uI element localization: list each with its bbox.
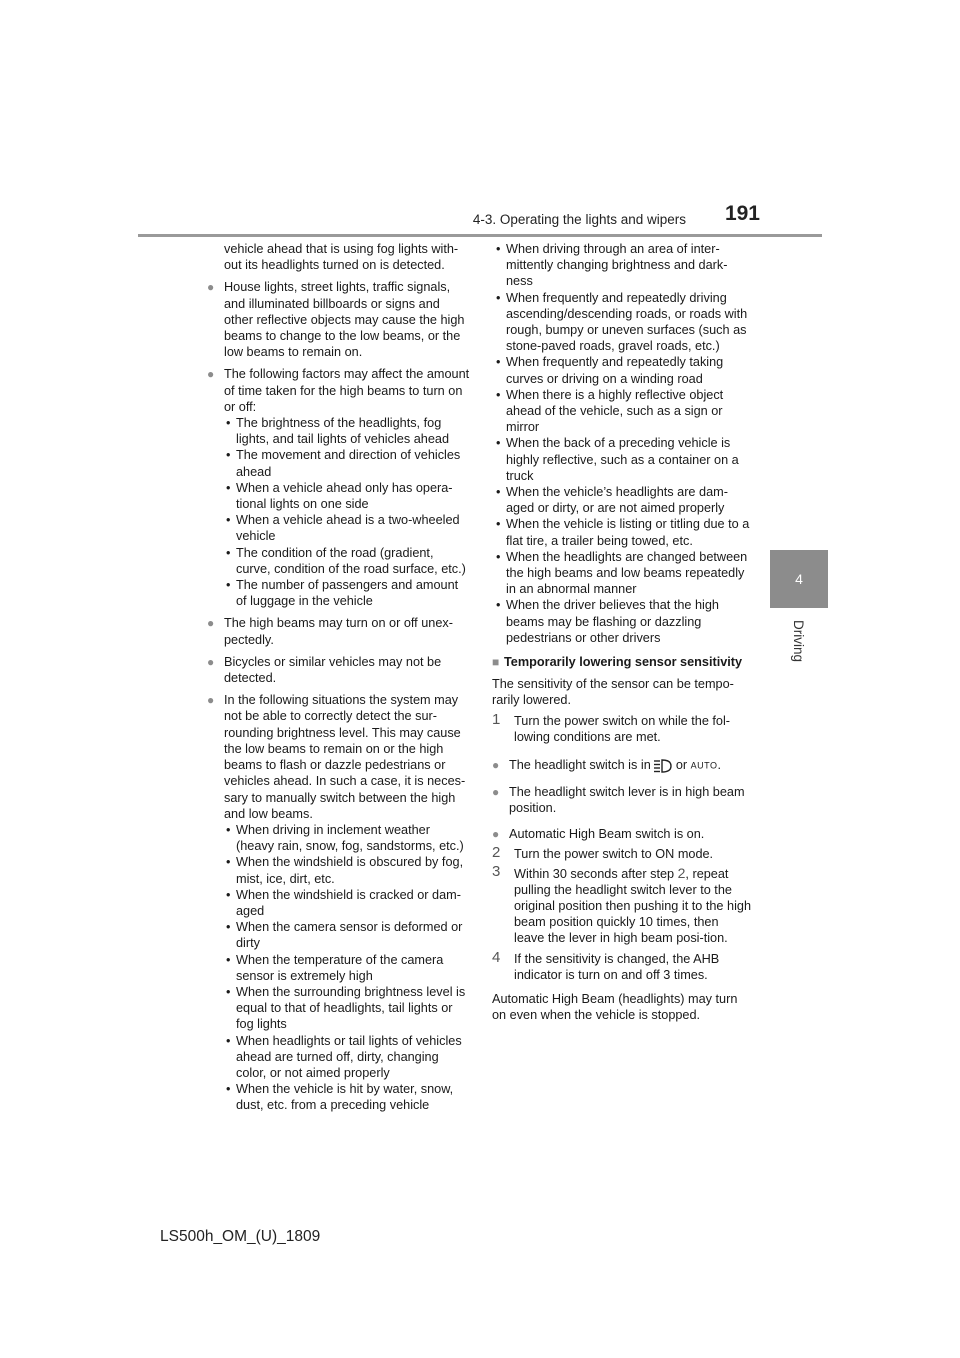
bullet-dot-icon: ● [207, 367, 215, 382]
bullet-item [207, 692, 470, 822]
bullet-dot-icon: ● [492, 758, 500, 773]
continued-paragraph: vehicle ahead that is using fog lights with-out its headlights turned on is detected. [224, 242, 459, 273]
list-item: • When the headlights are changed between the high beams and low beams repeatedly in an abnormal manner [496, 549, 748, 597]
left-column [207, 241, 470, 1120]
factor-list [207, 415, 470, 609]
condition-item: ● The headlight switch lever is in high beam position. [492, 784, 745, 816]
step-reference: 2 [677, 864, 686, 881]
step-number: 1 [492, 710, 501, 728]
bullet-item [207, 654, 470, 686]
step-number: 4 [492, 948, 501, 966]
step-2: 2 Turn the power switch to ON mode. [492, 844, 714, 862]
headlight-icon [654, 759, 672, 773]
bullet-dot-icon: ● [492, 827, 500, 842]
situation-list [207, 822, 470, 1114]
chapter-label: Driving [791, 620, 806, 663]
list-item: • The brightness of the headlights, fog lights, and tail lights of vehicles ahead [226, 416, 449, 447]
list-item: • When the surrounding brightness level is equal to that of headlights, tail lights or fog lights [226, 984, 466, 1032]
list-item: • When the windshield is cracked or dam-aged [226, 887, 461, 918]
list-item: • When driving through an area of inter-mittently changing brightness and dark-ness [496, 242, 728, 289]
closing-paragraph: Automatic High Beam (headlights) may turn on even when the vehicle is stopped. [492, 992, 738, 1023]
list-item: • When frequently and repeatedly taking curves or driving on a winding road [496, 355, 724, 386]
right-column [492, 241, 752, 1027]
list-item: • The number of passengers and amount of luggage in the vehicle [226, 578, 459, 609]
bullet-dot-icon: ● [207, 693, 215, 708]
list-item: • When a vehicle ahead is a two-wheeled vehicle [226, 513, 460, 544]
bullet-text: The following factors may affect the amount of time taken for the high beams to turn on or off: [224, 367, 470, 414]
list-item: • When the camera sensor is deformed or dirty [226, 920, 463, 951]
list-item: • When the vehicle’s headlights are dam-aged or dirty, or are not aimed properly [496, 485, 728, 516]
auto-icon: AUTO [690, 760, 718, 771]
list-item: • When the back of a preceding vehicle is highly reflective, such as a container on a truck [496, 436, 739, 483]
bullet-dot-icon: ● [207, 280, 215, 295]
list-item: • The condition of the road (gradient, curve, condition of the road surface, etc.) [226, 545, 466, 576]
list-item: • When there is a highly reflective object ahead of the vehicle, such as a sign or mirror [496, 387, 724, 435]
bullet-text: The high beams may turn on or off unex-pectedly. [224, 616, 453, 647]
chapter-tab: 4 [770, 550, 828, 608]
bullet-dot-icon: ● [207, 616, 215, 631]
list-item: • When the vehicle is hit by water, snow, dust, etc. from a preceding vehicle [226, 1082, 454, 1113]
condition-item: ● The headlight switch is in or AUTO. [492, 758, 721, 773]
list-item: • When a vehicle ahead only has opera-tional lights on one side [226, 480, 453, 512]
list-item: • When frequently and repeatedly driving ascending/descending roads, or roads with rough, bumpy or uneven surfaces (such as stone-paved roads, gravel roads, etc.) [496, 290, 748, 354]
list-item: • When the temperature of the camera sensor is extremely high [226, 952, 444, 983]
bullet-dot-icon: ● [207, 654, 215, 669]
bullet-text: In the following situations the system may not be able to correctly detect the sur-rounding brightness level. This may cause the low beams to remain on or the high beams to flash or dazzle pedestrians or vehicles ahead. In such a case, it is neces-sary to manually switch between the high and low beams. [224, 693, 466, 821]
step-1: 1 Turn the power switch on while the fol-lowing conditions are met. [492, 710, 731, 744]
page-number: 191 [724, 202, 760, 225]
step-3: 3 Within 30 seconds after step 2, repeat pulling the headlight switch lever to the original position then pushing it to the high beam position quickly 10 times, then leave the lever in high beam posi-tion. [492, 862, 751, 946]
bullet-item [207, 615, 470, 647]
bullet-dot-icon: ● [492, 784, 500, 799]
bullet-item [207, 366, 470, 415]
section-heading: ■ Temporarily lowering sensor sensitivity [492, 655, 743, 670]
bullet-text: Bicycles or similar vehicles may not be detected. [224, 654, 442, 686]
list-item: • When driving in inclement weather (heavy rain, snow, fog, sandstorms, etc.) [226, 822, 464, 854]
situation-list-continued [492, 241, 752, 646]
step-4: 4 If the sensitivity is changed, the AHB indicator is turn on and off 3 times. [492, 948, 720, 982]
document-code: LS500h_OM_(U)_1809 [160, 1228, 321, 1245]
list-item: • The movement and direction of vehicles ahead [226, 448, 461, 479]
step-number: 2 [492, 844, 501, 862]
bullet-text: House lights, street lights, traffic signals, and illuminated billboards or signs and other reflective objects may cause the high beams to change to the low beams, or the low beams to remain on. [224, 280, 465, 360]
list-item: • When the windshield is obscured by fog, mist, ice, dirt, etc. [226, 855, 464, 886]
heading-square-icon: ■ [492, 655, 500, 670]
page-header [138, 200, 822, 237]
section-title: 4-3. Operating the lights and wipers [472, 212, 686, 227]
intro-paragraph: The sensitivity of the sensor can be tempo-rarily lowered. [492, 677, 734, 708]
list-item: • When headlights or tail lights of vehicles ahead are turned off, dirty, changing color, or not aimed properly [226, 1033, 462, 1080]
list-item: • When the vehicle is listing or titling due to a flat tire, a trailer being towed, etc. [496, 517, 750, 548]
step-number: 3 [492, 862, 501, 880]
list-item: • When the driver believes that the high beams may be flashing or dazzling pedestrians or other drivers [496, 598, 719, 645]
condition-item: ● Automatic High Beam switch is on. [492, 827, 705, 842]
bullet-item [207, 279, 470, 360]
